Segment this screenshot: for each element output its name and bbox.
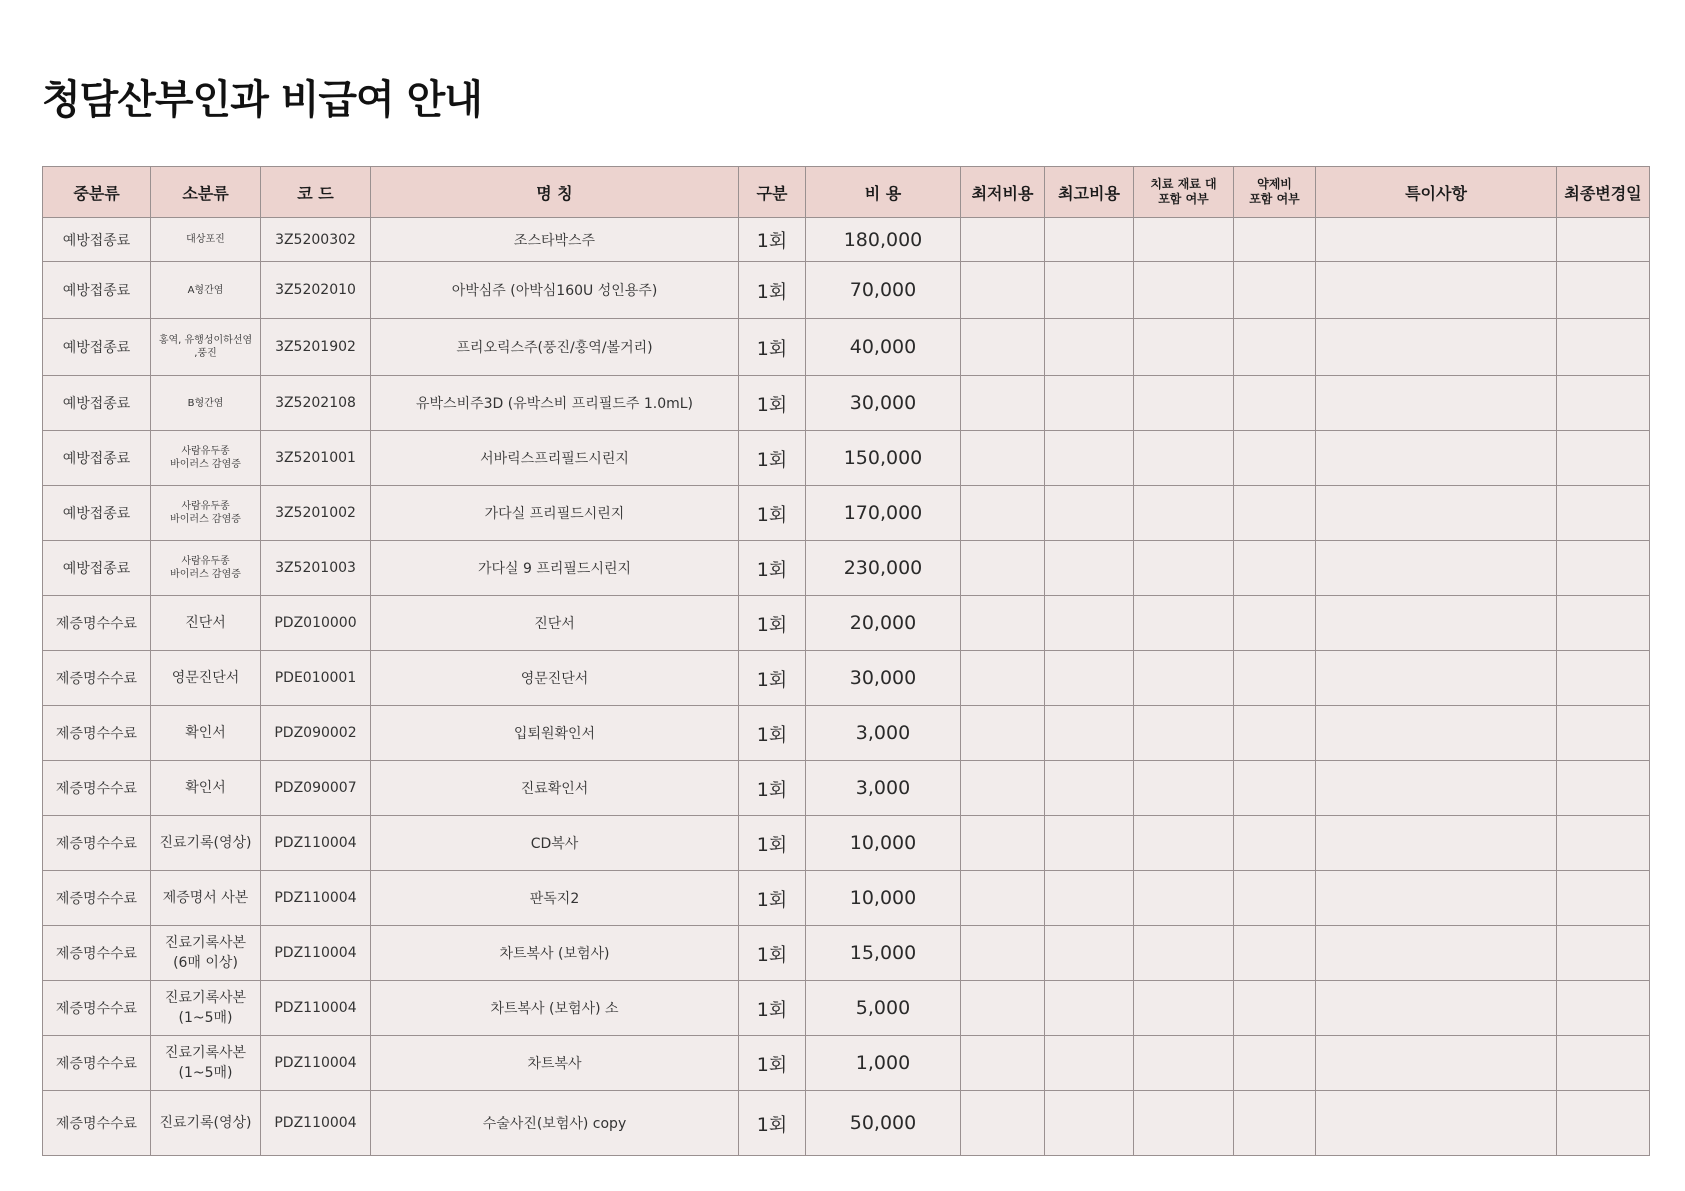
- cell-name: 진단서: [371, 596, 739, 651]
- cell-material-included: [1134, 816, 1234, 871]
- cell-note: [1316, 816, 1557, 871]
- cell-cost: 30,000: [806, 376, 961, 431]
- table-row: [43, 1091, 1650, 1156]
- cell-material-included: [1134, 1036, 1234, 1091]
- cell-max-cost: [1045, 816, 1134, 871]
- cell-unit: 1회: [739, 1091, 806, 1156]
- cell-name: 가다실 9 프리필드시린지: [371, 541, 739, 596]
- cell-max-cost: [1045, 926, 1134, 981]
- cell-name: 서바릭스프리필드시린지: [371, 431, 739, 486]
- cell-drug-included: [1234, 1036, 1316, 1091]
- header-minor: 소분류: [151, 167, 261, 218]
- cell-unit: 1회: [739, 218, 806, 262]
- cell-cost: 170,000: [806, 486, 961, 541]
- cell-minor: 사람유두종 바이러스 감염증: [151, 486, 261, 541]
- cell-code: PDZ110004: [261, 926, 371, 981]
- cell-drug-included: [1234, 376, 1316, 431]
- table-row: [43, 981, 1650, 1036]
- cell-code: 3Z5201003: [261, 541, 371, 596]
- cell-unit: 1회: [739, 376, 806, 431]
- cell-note: [1316, 1036, 1557, 1091]
- cell-unit: 1회: [739, 981, 806, 1036]
- cell-material-included: [1134, 1091, 1234, 1156]
- cell-code: 3Z5201902: [261, 319, 371, 376]
- cell-drug-included: [1234, 596, 1316, 651]
- cell-max-cost: [1045, 596, 1134, 651]
- cell-major: 제증명수수료: [43, 706, 151, 761]
- table-row: [43, 871, 1650, 926]
- cell-max-cost: [1045, 871, 1134, 926]
- cell-min-cost: [961, 1036, 1045, 1091]
- cell-updated: [1557, 541, 1650, 596]
- cell-code: PDZ110004: [261, 1036, 371, 1091]
- cell-name: 차트복사: [371, 1036, 739, 1091]
- cell-unit: 1회: [739, 706, 806, 761]
- header-drug-included: 약제비 포함 여부: [1234, 167, 1316, 218]
- cell-unit: 1회: [739, 319, 806, 376]
- cell-max-cost: [1045, 218, 1134, 262]
- cell-name: 아박심주 (아박심160U 성인용주): [371, 262, 739, 319]
- cell-updated: [1557, 1036, 1650, 1091]
- cell-material-included: [1134, 431, 1234, 486]
- cell-major: 제증명수수료: [43, 761, 151, 816]
- cell-cost: 230,000: [806, 541, 961, 596]
- cell-updated: [1557, 761, 1650, 816]
- cell-max-cost: [1045, 319, 1134, 376]
- header-min-cost: 최저비용: [961, 167, 1045, 218]
- cell-drug-included: [1234, 926, 1316, 981]
- cell-material-included: [1134, 218, 1234, 262]
- table-row: [43, 486, 1650, 541]
- cell-drug-included: [1234, 871, 1316, 926]
- cell-drug-included: [1234, 262, 1316, 319]
- cell-max-cost: [1045, 651, 1134, 706]
- cell-code: PDE010001: [261, 651, 371, 706]
- cell-major: 예방접종료: [43, 319, 151, 376]
- cell-cost: 30,000: [806, 651, 961, 706]
- cell-name: 유박스비주3D (유박스비 프리필드주 1.0mL): [371, 376, 739, 431]
- table-row: [43, 376, 1650, 431]
- cell-drug-included: [1234, 761, 1316, 816]
- table-row: [43, 816, 1650, 871]
- cell-minor: 확인서: [151, 706, 261, 761]
- cell-code: PDZ090007: [261, 761, 371, 816]
- cell-min-cost: [961, 596, 1045, 651]
- table-row: [43, 1036, 1650, 1091]
- header-cost: 비 용: [806, 167, 961, 218]
- cell-updated: [1557, 218, 1650, 262]
- cell-major: 제증명수수료: [43, 596, 151, 651]
- cell-minor: 진료기록(영상): [151, 1091, 261, 1156]
- cell-updated: [1557, 262, 1650, 319]
- cell-min-cost: [961, 706, 1045, 761]
- header-material-included: 치료 재료 대 포함 여부: [1134, 167, 1234, 218]
- cell-min-cost: [961, 816, 1045, 871]
- cell-note: [1316, 761, 1557, 816]
- cell-material-included: [1134, 319, 1234, 376]
- cell-material-included: [1134, 706, 1234, 761]
- cell-cost: 15,000: [806, 926, 961, 981]
- cell-note: [1316, 218, 1557, 262]
- header-unit: 구분: [739, 167, 806, 218]
- cell-max-cost: [1045, 1091, 1134, 1156]
- cell-min-cost: [961, 541, 1045, 596]
- cell-minor: B형간염: [151, 376, 261, 431]
- cell-material-included: [1134, 871, 1234, 926]
- table-row: [43, 319, 1650, 376]
- cell-unit: 1회: [739, 1036, 806, 1091]
- cell-max-cost: [1045, 706, 1134, 761]
- cell-material-included: [1134, 541, 1234, 596]
- table-row: [43, 218, 1650, 262]
- cell-max-cost: [1045, 541, 1134, 596]
- cell-max-cost: [1045, 376, 1134, 431]
- cell-material-included: [1134, 376, 1234, 431]
- cell-updated: [1557, 1091, 1650, 1156]
- cell-major: 제증명수수료: [43, 871, 151, 926]
- cell-updated: [1557, 981, 1650, 1036]
- cell-max-cost: [1045, 431, 1134, 486]
- cell-code: PDZ110004: [261, 871, 371, 926]
- cell-material-included: [1134, 486, 1234, 541]
- table-row: [43, 541, 1650, 596]
- cell-note: [1316, 541, 1557, 596]
- cell-code: 3Z5202108: [261, 376, 371, 431]
- cell-max-cost: [1045, 1036, 1134, 1091]
- cell-cost: 10,000: [806, 816, 961, 871]
- cell-name: 프리오릭스주(풍진/홍역/볼거리): [371, 319, 739, 376]
- cell-note: [1316, 706, 1557, 761]
- table-header-row: [43, 167, 1650, 218]
- cell-code: PDZ110004: [261, 981, 371, 1036]
- cell-cost: 20,000: [806, 596, 961, 651]
- cell-material-included: [1134, 761, 1234, 816]
- cell-min-cost: [961, 319, 1045, 376]
- cell-minor: A형간염: [151, 262, 261, 319]
- cell-unit: 1회: [739, 431, 806, 486]
- cell-note: [1316, 319, 1557, 376]
- cell-minor: 진료기록(영상): [151, 816, 261, 871]
- cell-unit: 1회: [739, 541, 806, 596]
- cell-unit: 1회: [739, 486, 806, 541]
- cell-major: 제증명수수료: [43, 981, 151, 1036]
- cell-cost: 70,000: [806, 262, 961, 319]
- cell-drug-included: [1234, 816, 1316, 871]
- cell-cost: 5,000: [806, 981, 961, 1036]
- cell-minor: 진료기록사본 (1~5매): [151, 981, 261, 1036]
- cell-cost: 50,000: [806, 1091, 961, 1156]
- cell-min-cost: [961, 1091, 1045, 1156]
- cell-drug-included: [1234, 1091, 1316, 1156]
- cell-min-cost: [961, 486, 1045, 541]
- cell-minor: 제증명서 사본: [151, 871, 261, 926]
- cell-unit: 1회: [739, 761, 806, 816]
- cell-note: [1316, 651, 1557, 706]
- cell-name: 판독지2: [371, 871, 739, 926]
- cell-cost: 1,000: [806, 1036, 961, 1091]
- cell-major: 제증명수수료: [43, 926, 151, 981]
- cell-major: 예방접종료: [43, 541, 151, 596]
- table-body: [43, 218, 1650, 1156]
- cell-min-cost: [961, 651, 1045, 706]
- cell-updated: [1557, 706, 1650, 761]
- cell-note: [1316, 596, 1557, 651]
- cell-note: [1316, 262, 1557, 319]
- cell-minor: 진료기록사본 (1~5매): [151, 1036, 261, 1091]
- cell-major: 제증명수수료: [43, 651, 151, 706]
- cell-unit: 1회: [739, 596, 806, 651]
- table-row: [43, 706, 1650, 761]
- cell-updated: [1557, 926, 1650, 981]
- cell-minor: 홍역, 유행성이하선염 ,풍진: [151, 319, 261, 376]
- table-row: [43, 262, 1650, 319]
- table-row: [43, 596, 1650, 651]
- cell-note: [1316, 431, 1557, 486]
- cell-code: 3Z5200302: [261, 218, 371, 262]
- cell-material-included: [1134, 596, 1234, 651]
- cell-name: CD복사: [371, 816, 739, 871]
- cell-updated: [1557, 871, 1650, 926]
- cell-name: 영문진단서: [371, 651, 739, 706]
- cell-code: PDZ110004: [261, 816, 371, 871]
- cell-drug-included: [1234, 706, 1316, 761]
- cell-code: 3Z5202010: [261, 262, 371, 319]
- cell-major: 예방접종료: [43, 431, 151, 486]
- cell-unit: 1회: [739, 651, 806, 706]
- cell-updated: [1557, 816, 1650, 871]
- cell-major: 제증명수수료: [43, 1091, 151, 1156]
- fee-table: [42, 166, 1650, 1156]
- cell-min-cost: [961, 871, 1045, 926]
- header-name: 명 칭: [371, 167, 739, 218]
- cell-min-cost: [961, 981, 1045, 1036]
- cell-min-cost: [961, 431, 1045, 486]
- cell-drug-included: [1234, 431, 1316, 486]
- cell-min-cost: [961, 376, 1045, 431]
- cell-drug-included: [1234, 541, 1316, 596]
- table-row: [43, 926, 1650, 981]
- cell-note: [1316, 376, 1557, 431]
- table-row: [43, 431, 1650, 486]
- table-row: [43, 761, 1650, 816]
- cell-min-cost: [961, 218, 1045, 262]
- cell-unit: 1회: [739, 871, 806, 926]
- cell-name: 수술사진(보험사) copy: [371, 1091, 739, 1156]
- cell-material-included: [1134, 262, 1234, 319]
- cell-minor: 확인서: [151, 761, 261, 816]
- cell-min-cost: [961, 761, 1045, 816]
- cell-material-included: [1134, 981, 1234, 1036]
- cell-min-cost: [961, 926, 1045, 981]
- header-updated: 최종변경일: [1557, 167, 1650, 218]
- cell-cost: 3,000: [806, 761, 961, 816]
- cell-max-cost: [1045, 486, 1134, 541]
- cell-unit: 1회: [739, 816, 806, 871]
- cell-minor: 진단서: [151, 596, 261, 651]
- cell-updated: [1557, 486, 1650, 541]
- cell-name: 차트복사 (보험사): [371, 926, 739, 981]
- cell-name: 진료확인서: [371, 761, 739, 816]
- cell-major: 제증명수수료: [43, 1036, 151, 1091]
- cell-cost: 150,000: [806, 431, 961, 486]
- cell-note: [1316, 1091, 1557, 1156]
- cell-unit: 1회: [739, 926, 806, 981]
- cell-max-cost: [1045, 262, 1134, 319]
- header-max-cost: 최고비용: [1045, 167, 1134, 218]
- cell-note: [1316, 871, 1557, 926]
- cell-unit: 1회: [739, 262, 806, 319]
- cell-code: PDZ090002: [261, 706, 371, 761]
- cell-major: 예방접종료: [43, 262, 151, 319]
- cell-code: 3Z5201001: [261, 431, 371, 486]
- cell-note: [1316, 926, 1557, 981]
- cell-name: 가다실 프리필드시린지: [371, 486, 739, 541]
- cell-minor: 사람유두종 바이러스 감염증: [151, 431, 261, 486]
- cell-material-included: [1134, 926, 1234, 981]
- cell-major: 예방접종료: [43, 376, 151, 431]
- cell-drug-included: [1234, 651, 1316, 706]
- cell-note: [1316, 981, 1557, 1036]
- cell-max-cost: [1045, 761, 1134, 816]
- cell-drug-included: [1234, 319, 1316, 376]
- cell-max-cost: [1045, 981, 1134, 1036]
- table-row: [43, 651, 1650, 706]
- cell-code: 3Z5201002: [261, 486, 371, 541]
- cell-minor: 대상포진: [151, 218, 261, 262]
- cell-name: 입퇴원확인서: [371, 706, 739, 761]
- cell-updated: [1557, 319, 1650, 376]
- cell-major: 제증명수수료: [43, 816, 151, 871]
- page-title: 청담산부인과 비급여 안내: [42, 77, 482, 123]
- cell-drug-included: [1234, 486, 1316, 541]
- cell-cost: 3,000: [806, 706, 961, 761]
- header-code: 코 드: [261, 167, 371, 218]
- cell-minor: 진료기록사본 (6매 이상): [151, 926, 261, 981]
- cell-drug-included: [1234, 981, 1316, 1036]
- cell-min-cost: [961, 262, 1045, 319]
- cell-code: PDZ010000: [261, 596, 371, 651]
- cell-minor: 사람유두종 바이러스 감염증: [151, 541, 261, 596]
- cell-name: 차트복사 (보험사) 소: [371, 981, 739, 1036]
- header-major: 중분류: [43, 167, 151, 218]
- cell-name: 조스타박스주: [371, 218, 739, 262]
- cell-updated: [1557, 651, 1650, 706]
- cell-updated: [1557, 431, 1650, 486]
- cell-updated: [1557, 376, 1650, 431]
- cell-drug-included: [1234, 218, 1316, 262]
- cell-minor: 영문진단서: [151, 651, 261, 706]
- cell-major: 예방접종료: [43, 486, 151, 541]
- cell-cost: 40,000: [806, 319, 961, 376]
- cell-major: 예방접종료: [43, 218, 151, 262]
- cell-updated: [1557, 596, 1650, 651]
- cell-cost: 180,000: [806, 218, 961, 262]
- header-note: 특이사항: [1316, 167, 1557, 218]
- cell-cost: 10,000: [806, 871, 961, 926]
- cell-note: [1316, 486, 1557, 541]
- cell-code: PDZ110004: [261, 1091, 371, 1156]
- cell-material-included: [1134, 651, 1234, 706]
